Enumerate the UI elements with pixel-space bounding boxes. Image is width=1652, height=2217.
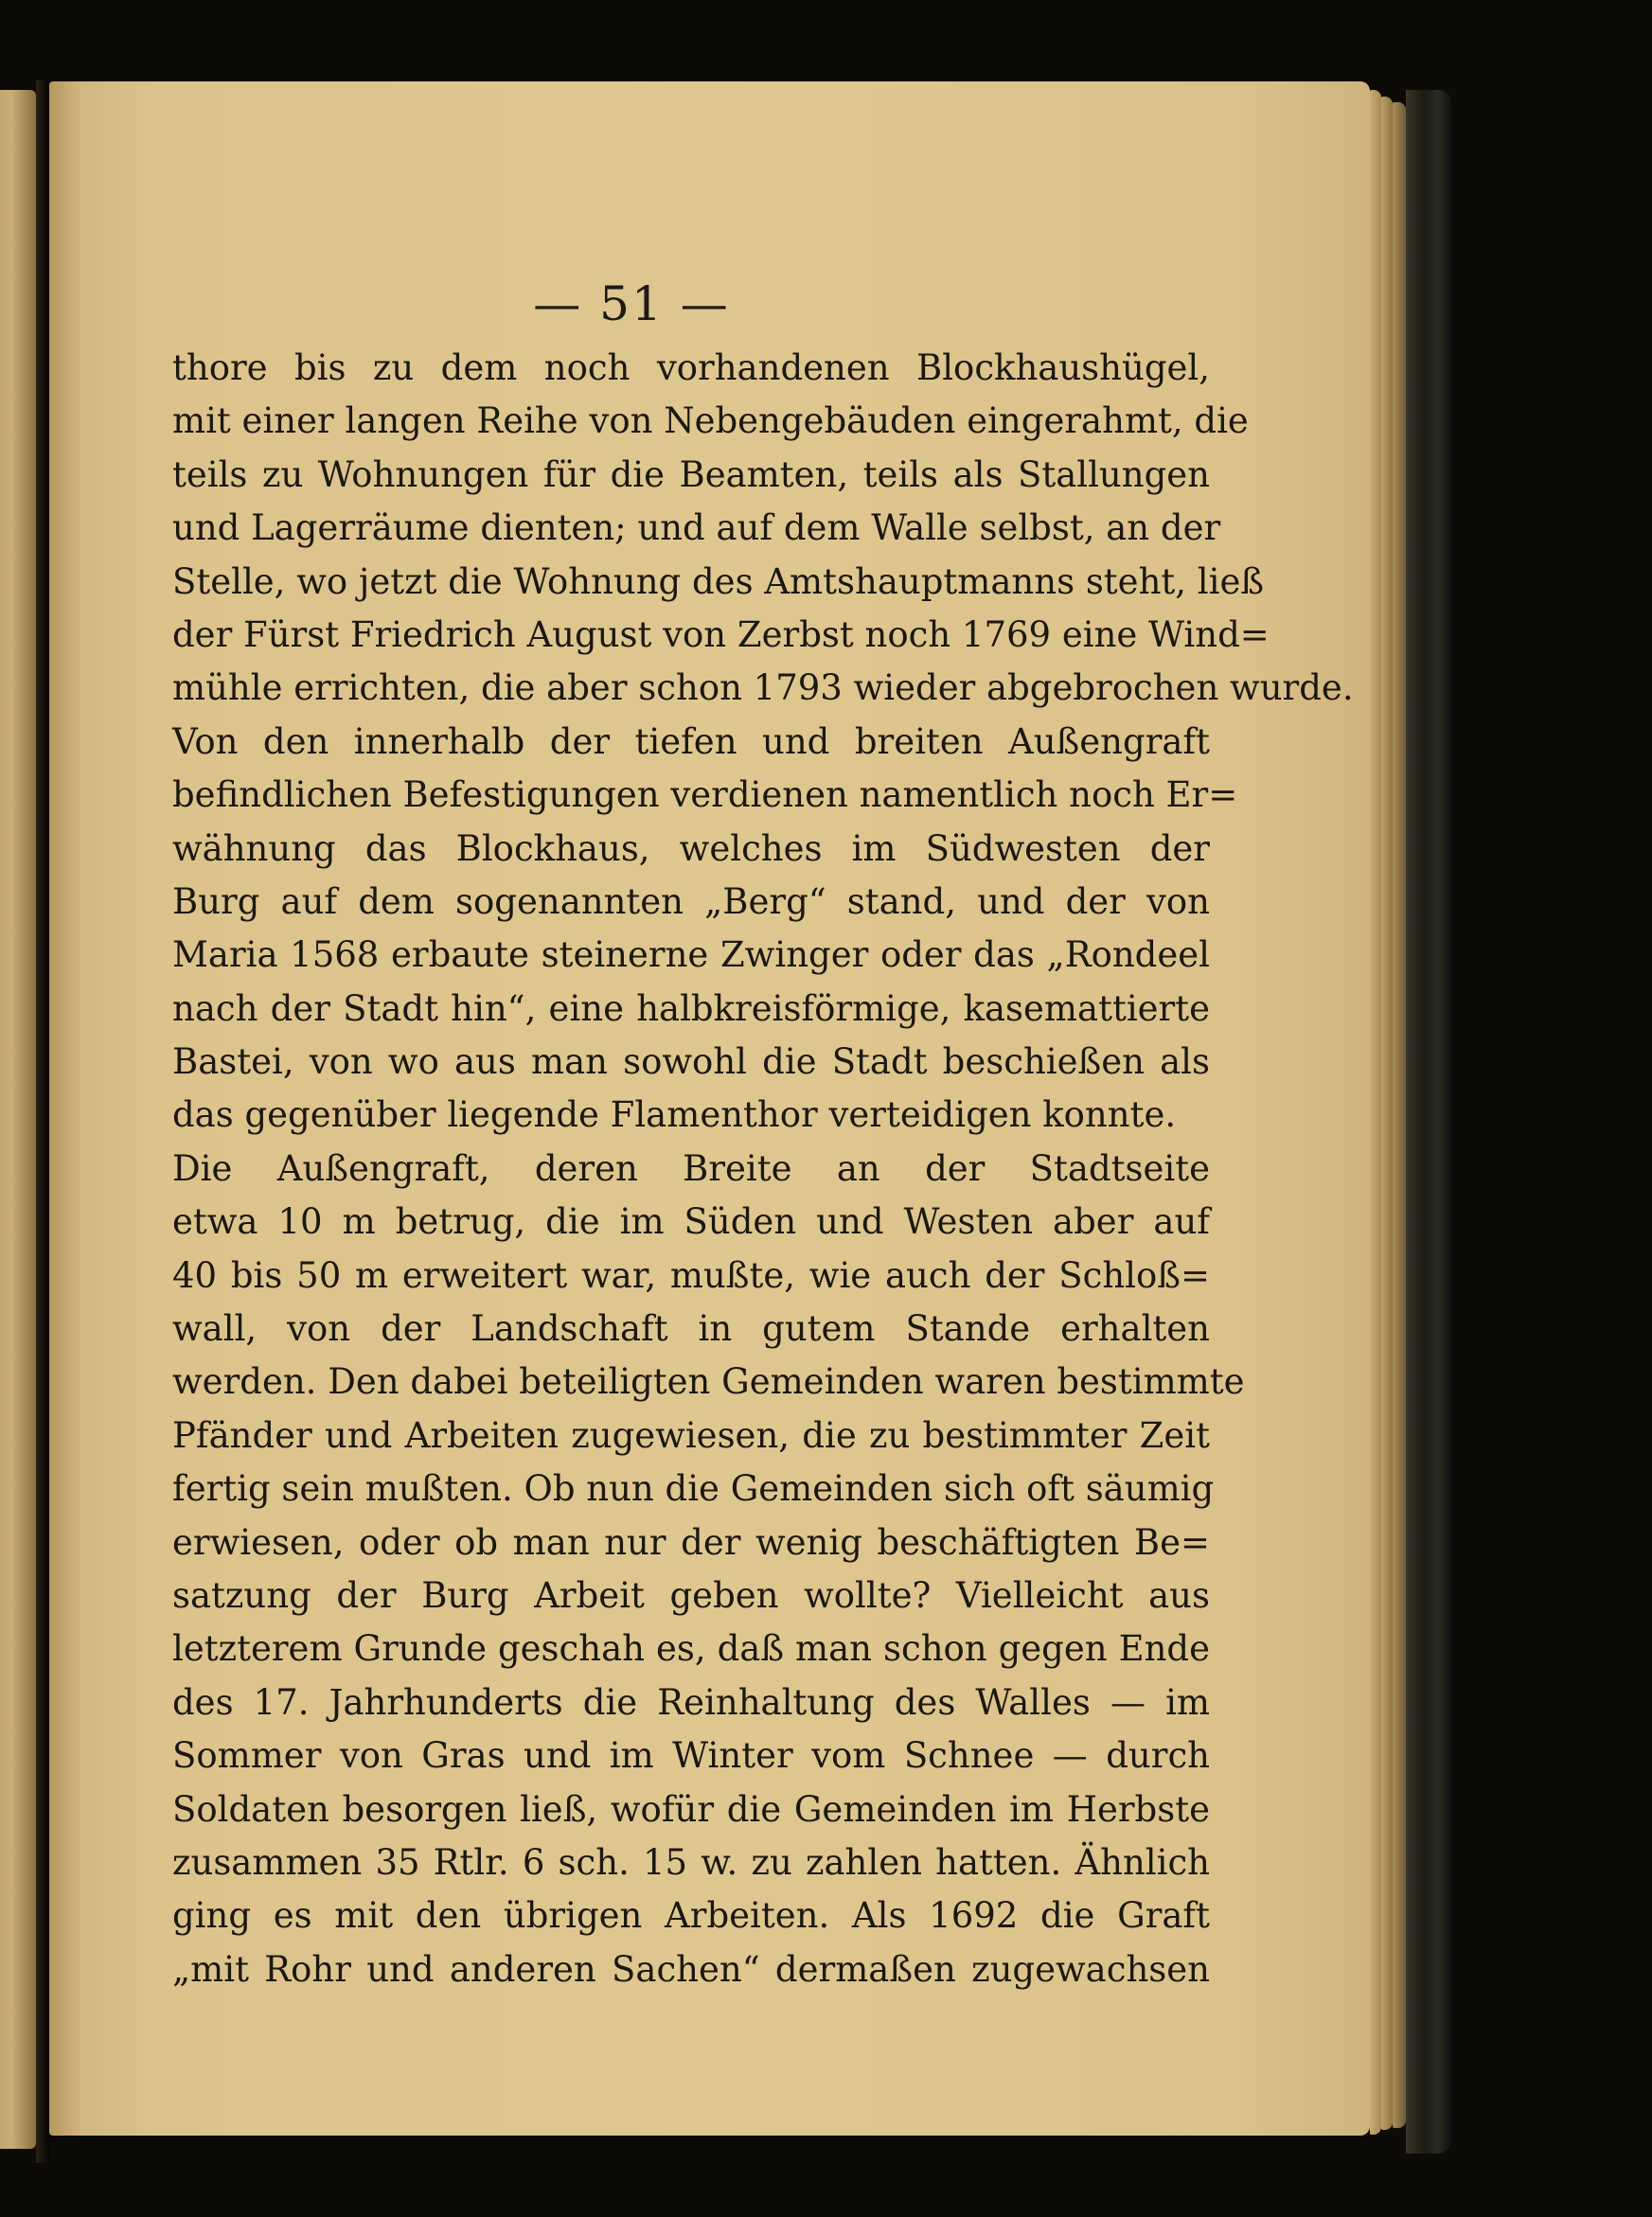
text-line: zusammen 35 Rtlr. 6 sch. 15 w. zu zahlen hatten. Ähnlich <box>172 1841 1210 1883</box>
text-line: Bastei, von wo aus man sowohl die Stadt beschießen als <box>172 1041 1210 1083</box>
text-line: Stelle, wo jetzt die Wohnung des Amtshauptmanns steht, ließ <box>172 560 1265 602</box>
text-line: befindlichen Befestigungen verdienen namentlich noch Er= <box>172 774 1238 816</box>
text-line: satzung der Burg Arbeit geben wollte? Vielleicht aus <box>172 1574 1210 1616</box>
text-line: Die Außengraft, deren Breite an der Stadtseite <box>172 1147 1210 1189</box>
page-body-text <box>172 342 1354 1996</box>
text-line: Soldaten besorgen ließ, wofür die Gemeinden im Herbste <box>172 1788 1210 1830</box>
text-line: werden. Den dabei beteiligten Gemeinden waren bestimmte <box>172 1361 1245 1403</box>
book-page <box>49 81 1370 2136</box>
text-line: Burg auf dem sogenannten „Berg“ stand, und der von <box>172 880 1210 922</box>
text-line: das gegenüber liegende Flamenthor verteidigen konnte. <box>172 1094 1177 1136</box>
text-line: Von den innerhalb der tiefen und breiten Außengraft <box>172 720 1210 762</box>
previous-page-edge <box>0 90 36 2149</box>
text-line: Maria 1568 erbaute steinerne Zwinger oder das „Rondeel <box>172 934 1210 976</box>
book-gutter <box>36 80 49 2163</box>
text-line: erwiesen, oder ob man nur der wenig beschäftigten Be= <box>172 1521 1210 1563</box>
page-stack-edge <box>1370 90 1381 2135</box>
text-line: mit einer langen Reihe von Nebengebäuden eingerahmt, die <box>172 400 1249 442</box>
text-line: wall, von der Landschaft in gutem Stande erhalten <box>172 1308 1210 1350</box>
page-stack-edge <box>1393 102 1406 2128</box>
text-line: 40 bis 50 m erweitert war, mußte, wie auch der Schloß= <box>172 1254 1210 1296</box>
page-number: — 51 — <box>533 276 730 331</box>
text-line: teils zu Wohnungen für die Beamten, teils als Stallungen <box>172 453 1210 495</box>
text-line: letzterem Grunde geschah es, daß man schon gegen Ende <box>172 1628 1210 1670</box>
text-line: mühle errichten, die aber schon 1793 wieder abgebrochen wurde. <box>172 667 1354 709</box>
text-line: nach der Stadt hin“, eine halbkreisförmige, kasemattierte <box>172 987 1210 1029</box>
text-line: wähnung das Blockhaus, welches im Südwesten der <box>172 827 1210 869</box>
text-line: thore bis zu dem noch vorhandenen Blockhaushügel, <box>172 347 1210 388</box>
text-line: Pfänder und Arbeiten zugewiesen, die zu bestimmter Zeit <box>172 1414 1210 1456</box>
text-line: ging es mit den übrigen Arbeiten. Als 1692 die Graft <box>172 1895 1210 1937</box>
text-line: „mit Rohr und anderen Sachen“ dermaßen zugewachsen <box>172 1948 1210 1990</box>
text-line: Sommer von Gras und im Winter vom Schnee — durch <box>172 1735 1210 1777</box>
text-line: etwa 10 m betrug, die im Süden und Westen aber auf <box>172 1201 1210 1243</box>
book-cover-edge <box>1406 90 1451 2154</box>
page-stack-edge <box>1381 97 1393 2130</box>
text-line: des 17. Jahrhunderts die Reinhaltung des Walles — im <box>172 1681 1210 1723</box>
text-line: und Lagerräume dienten; und auf dem Walle selbst, an der <box>172 507 1221 549</box>
text-line: fertig sein mußten. Ob nun die Gemeinden sich oft säumig <box>172 1468 1215 1510</box>
text-line: der Fürst Friedrich August von Zerbst noch 1769 eine Wind= <box>172 613 1270 655</box>
